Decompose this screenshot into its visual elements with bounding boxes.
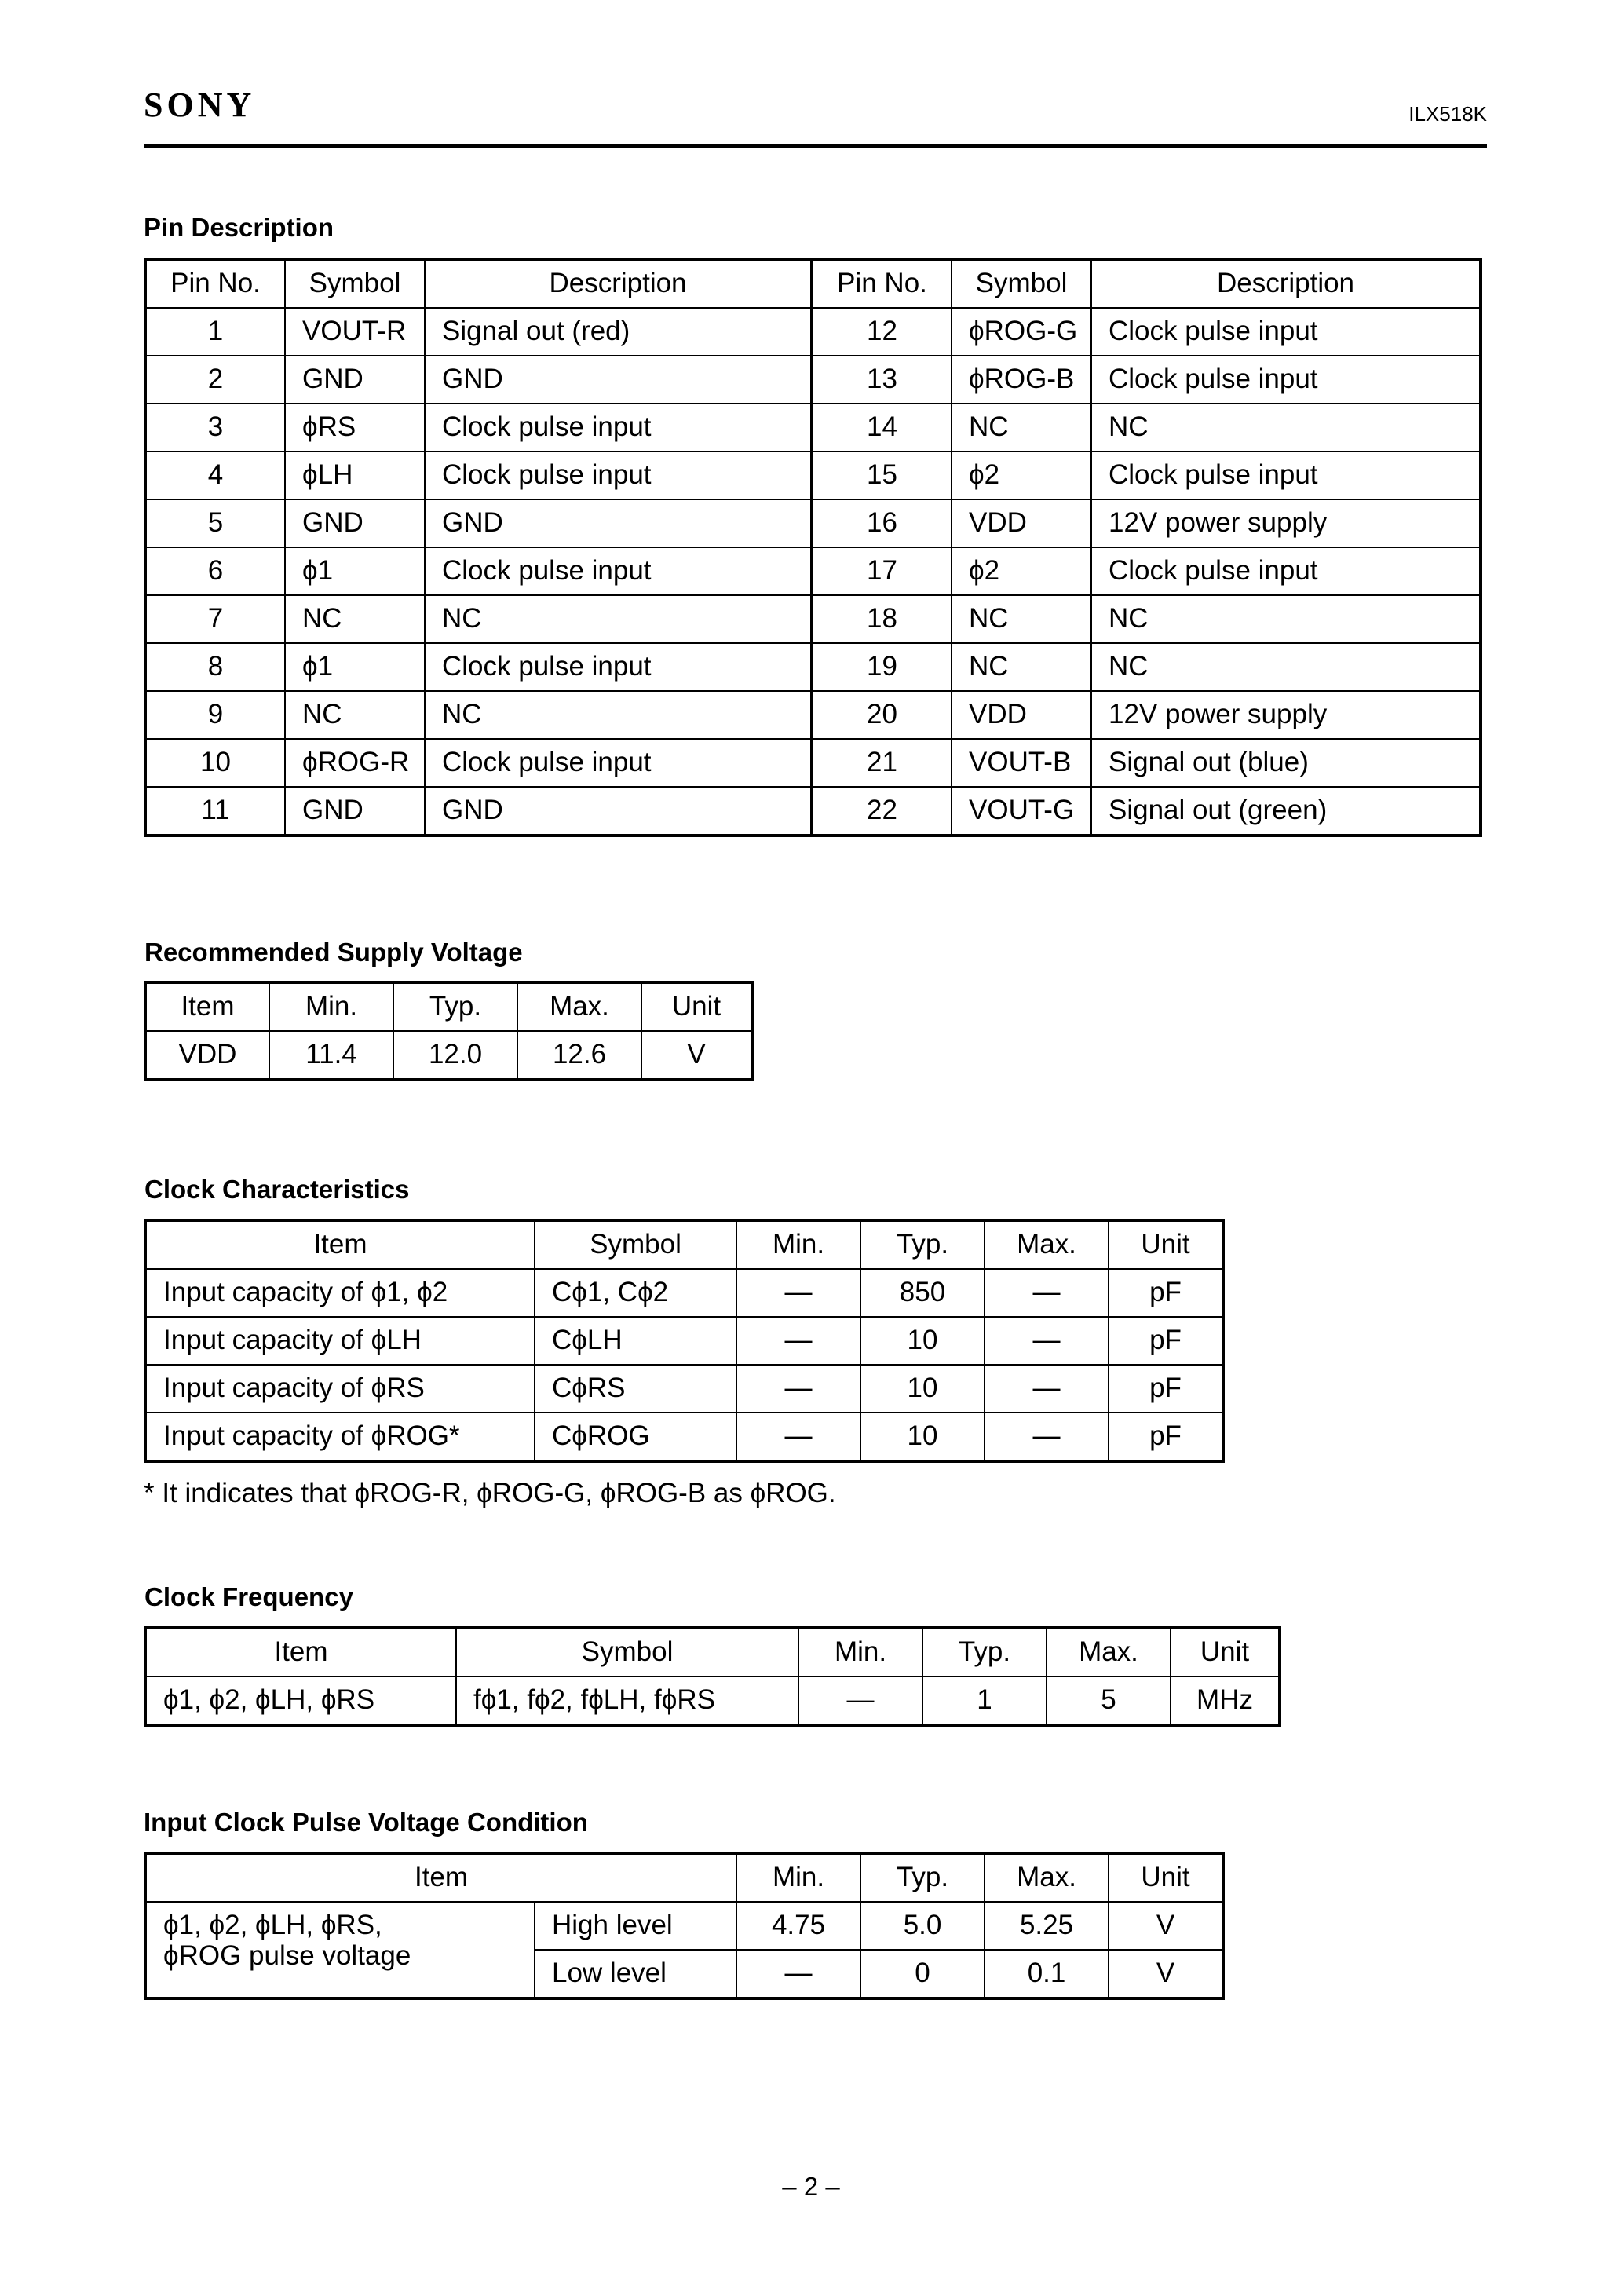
- table-row: [145, 1031, 752, 1080]
- table-row: [145, 595, 1481, 643]
- table-cell: 14: [812, 404, 952, 452]
- table-cell: 13: [812, 356, 952, 404]
- table-cell: VDD: [952, 691, 1091, 739]
- pin-description-title: Pin Description: [144, 213, 334, 242]
- header-cell: Typ.: [860, 1220, 985, 1269]
- table-cell: Cϕ1, Cϕ2: [535, 1269, 736, 1317]
- table-cell: GND: [285, 356, 425, 404]
- table-cell: NC: [425, 595, 812, 643]
- table-cell: 11.4: [269, 1031, 393, 1080]
- table-cell: 4: [145, 452, 285, 499]
- table-cell: 5: [145, 499, 285, 547]
- table-cell: 1: [922, 1676, 1047, 1725]
- table-cell: ϕROG-R: [285, 739, 425, 787]
- table-cell: CϕROG: [535, 1413, 736, 1461]
- table-cell: fϕ1, fϕ2, fϕLH, fϕRS: [456, 1676, 798, 1725]
- table-cell: Input capacity of ϕRS: [145, 1365, 535, 1413]
- table-cell: 850: [860, 1269, 985, 1317]
- table-cell: CϕRS: [535, 1365, 736, 1413]
- table-cell: pF: [1109, 1269, 1223, 1317]
- table-cell: 15: [812, 452, 952, 499]
- table-cell: 7: [145, 595, 285, 643]
- table-cell: 6: [145, 547, 285, 595]
- table-cell: pF: [1109, 1365, 1223, 1413]
- table-cell: ϕ2: [952, 452, 1091, 499]
- table-cell: NC: [1091, 404, 1481, 452]
- table-row: [145, 1365, 1223, 1413]
- table-cell: GND: [285, 787, 425, 835]
- table-row: [145, 1269, 1223, 1317]
- header-cell: Symbol: [285, 259, 425, 308]
- table-cell: 9: [145, 691, 285, 739]
- header-cell: Symbol: [535, 1220, 736, 1269]
- table-cell: 8: [145, 643, 285, 691]
- table-cell: 19: [812, 643, 952, 691]
- table-row: [145, 308, 1481, 356]
- table-header-row: [145, 1220, 1223, 1269]
- header-cell: Min.: [736, 1220, 860, 1269]
- table-cell: 5.25: [985, 1902, 1109, 1950]
- header-cell: Min.: [269, 982, 393, 1031]
- table-cell: Input capacity of ϕ1, ϕ2: [145, 1269, 535, 1317]
- table-header-row: [145, 1853, 1223, 1902]
- table-cell: V: [1109, 1950, 1223, 1998]
- table-row: [145, 356, 1481, 404]
- table-cell: NC: [425, 691, 812, 739]
- header-cell: Description: [1091, 259, 1481, 308]
- table-row: [145, 787, 1481, 835]
- table-cell: ϕ1: [285, 547, 425, 595]
- table-cell: [145, 1902, 535, 1998]
- table-cell: VOUT-B: [952, 739, 1091, 787]
- header-cell: Unit: [1109, 1220, 1223, 1269]
- table-cell: 16: [812, 499, 952, 547]
- table-cell: —: [736, 1269, 860, 1317]
- table-cell: 1: [145, 308, 285, 356]
- table-cell: —: [985, 1269, 1109, 1317]
- supply-voltage-table: [144, 981, 754, 1081]
- item-line: ϕROG pulse voltage: [163, 1940, 411, 1971]
- table-cell: GND: [285, 499, 425, 547]
- table-cell: —: [736, 1950, 860, 1998]
- table-cell: 10: [145, 739, 285, 787]
- header-cell: Description: [425, 259, 812, 308]
- table-cell: —: [798, 1676, 922, 1725]
- clock-frequency-title: Clock Frequency: [144, 1582, 353, 1611]
- table-cell: 5: [1047, 1676, 1171, 1725]
- table-cell: 0: [860, 1950, 985, 1998]
- table-cell: 3: [145, 404, 285, 452]
- table-cell: Clock pulse input: [425, 547, 812, 595]
- table-row: [145, 739, 1481, 787]
- table-cell: 22: [812, 787, 952, 835]
- table-row: [145, 1902, 1223, 1950]
- table-cell: ϕ1, ϕ2, ϕLH, ϕRS: [145, 1676, 456, 1725]
- table-cell: 10: [860, 1413, 985, 1461]
- table-cell: Signal out (green): [1091, 787, 1481, 835]
- table-row: [145, 1413, 1223, 1461]
- table-cell: ϕRS: [285, 404, 425, 452]
- table-cell: 12.0: [393, 1031, 517, 1080]
- table-cell: 11: [145, 787, 285, 835]
- table-cell: NC: [952, 643, 1091, 691]
- table-row: [145, 1676, 1280, 1725]
- header-cell: Unit: [641, 982, 752, 1031]
- header-cell: Symbol: [952, 259, 1091, 308]
- table-cell: CϕLH: [535, 1317, 736, 1365]
- table-cell: NC: [285, 595, 425, 643]
- header-cell: Pin No.: [145, 259, 285, 308]
- table-cell: VOUT-R: [285, 308, 425, 356]
- table-cell: 21: [812, 739, 952, 787]
- table-cell: VOUT-G: [952, 787, 1091, 835]
- clock-frequency-table: [144, 1626, 1281, 1727]
- table-cell: —: [736, 1413, 860, 1461]
- pulse-voltage-table: [144, 1852, 1225, 2000]
- footnote: * It indicates that ϕROG-R, ϕROG-G, ϕROG-B as ϕROG.: [144, 1478, 836, 1508]
- table-cell: 5.0: [860, 1902, 985, 1950]
- table-cell: VDD: [145, 1031, 269, 1080]
- table-cell: ϕ2: [952, 547, 1091, 595]
- header-cell: Item: [145, 982, 269, 1031]
- table-cell: —: [985, 1413, 1109, 1461]
- table-cell: 10: [860, 1317, 985, 1365]
- table-cell: V: [1109, 1902, 1223, 1950]
- supply-voltage-title: Recommended Supply Voltage: [144, 938, 523, 967]
- header-cell: Max.: [985, 1853, 1109, 1902]
- table-cell: Clock pulse input: [425, 643, 812, 691]
- header-cell: Typ.: [922, 1628, 1047, 1676]
- header-cell: Item: [145, 1220, 535, 1269]
- table-cell: Clock pulse input: [1091, 356, 1481, 404]
- table-cell: VDD: [952, 499, 1091, 547]
- table-cell: Clock pulse input: [1091, 452, 1481, 499]
- table-cell: Input capacity of ϕROG*: [145, 1413, 535, 1461]
- table-header-row: [145, 1628, 1280, 1676]
- table-row: [145, 643, 1481, 691]
- table-cell: ϕ1: [285, 643, 425, 691]
- header-cell: Symbol: [456, 1628, 798, 1676]
- table-row: [145, 404, 1481, 452]
- table-row: [145, 499, 1481, 547]
- table-cell: 12.6: [517, 1031, 641, 1080]
- table-row: [145, 547, 1481, 595]
- clock-characteristics-table: [144, 1219, 1225, 1463]
- header-cell: Pin No.: [812, 259, 952, 308]
- table-cell: Input capacity of ϕLH: [145, 1317, 535, 1365]
- header-cell: Item: [145, 1628, 456, 1676]
- table-cell: ϕROG-G: [952, 308, 1091, 356]
- table-header-row: [145, 259, 1481, 308]
- header-cell: Typ.: [860, 1853, 985, 1902]
- table-header-row: [145, 982, 752, 1031]
- table-cell: Clock pulse input: [1091, 547, 1481, 595]
- table-row: [145, 1317, 1223, 1365]
- clock-characteristics-title: Clock Characteristics: [144, 1175, 410, 1204]
- table-cell: Clock pulse input: [425, 404, 812, 452]
- table-cell: 2: [145, 356, 285, 404]
- header-cell: Min.: [798, 1628, 922, 1676]
- table-cell: Signal out (blue): [1091, 739, 1481, 787]
- header-cell: Unit: [1109, 1853, 1223, 1902]
- table-cell: NC: [285, 691, 425, 739]
- table-cell: 20: [812, 691, 952, 739]
- header-cell: Min.: [736, 1853, 860, 1902]
- table-cell: —: [736, 1317, 860, 1365]
- table-cell: NC: [952, 404, 1091, 452]
- table-cell: 12V power supply: [1091, 499, 1481, 547]
- table-cell: 10: [860, 1365, 985, 1413]
- table-cell: 17: [812, 547, 952, 595]
- table-cell: Clock pulse input: [425, 452, 812, 499]
- table-cell: GND: [425, 787, 812, 835]
- table-cell: 12: [812, 308, 952, 356]
- header-cell: Unit: [1171, 1628, 1280, 1676]
- table-cell: 18: [812, 595, 952, 643]
- table-cell: ϕLH: [285, 452, 425, 499]
- table-cell: pF: [1109, 1413, 1223, 1461]
- table-cell: Clock pulse input: [425, 739, 812, 787]
- table-cell: —: [985, 1317, 1109, 1365]
- header-rule: [144, 144, 1487, 148]
- table-cell: —: [736, 1365, 860, 1413]
- table-cell: High level: [535, 1902, 736, 1950]
- table-cell: Signal out (red): [425, 308, 812, 356]
- table-row: [145, 691, 1481, 739]
- table-row: [145, 452, 1481, 499]
- header-cell: Max.: [985, 1220, 1109, 1269]
- table-cell: MHz: [1171, 1676, 1280, 1725]
- table-cell: 4.75: [736, 1902, 860, 1950]
- header-cell: Typ.: [393, 982, 517, 1031]
- table-cell: GND: [425, 356, 812, 404]
- table-cell: NC: [1091, 643, 1481, 691]
- table-cell: NC: [1091, 595, 1481, 643]
- table-cell: 0.1: [985, 1950, 1109, 1998]
- table-cell: pF: [1109, 1317, 1223, 1365]
- table-cell: V: [641, 1031, 752, 1080]
- page-number: – 2 –: [782, 2172, 840, 2201]
- table-cell: NC: [952, 595, 1091, 643]
- header-cell: Max.: [1047, 1628, 1171, 1676]
- table-cell: GND: [425, 499, 812, 547]
- pulse-voltage-title: Input Clock Pulse Voltage Condition: [144, 1808, 588, 1837]
- sony-logo: SONY: [144, 86, 256, 124]
- table-cell: Clock pulse input: [1091, 308, 1481, 356]
- part-number: ILX518K: [1408, 102, 1487, 126]
- header-cell: Max.: [517, 982, 641, 1031]
- item-line: ϕ1, ϕ2, ϕLH, ϕRS,: [163, 1910, 382, 1940]
- header-cell: Item: [145, 1853, 736, 1902]
- table-cell: —: [985, 1365, 1109, 1413]
- pin-description-table: [144, 258, 1482, 837]
- table-cell: 12V power supply: [1091, 691, 1481, 739]
- table-cell: Low level: [535, 1950, 736, 1998]
- table-cell: ϕROG-B: [952, 356, 1091, 404]
